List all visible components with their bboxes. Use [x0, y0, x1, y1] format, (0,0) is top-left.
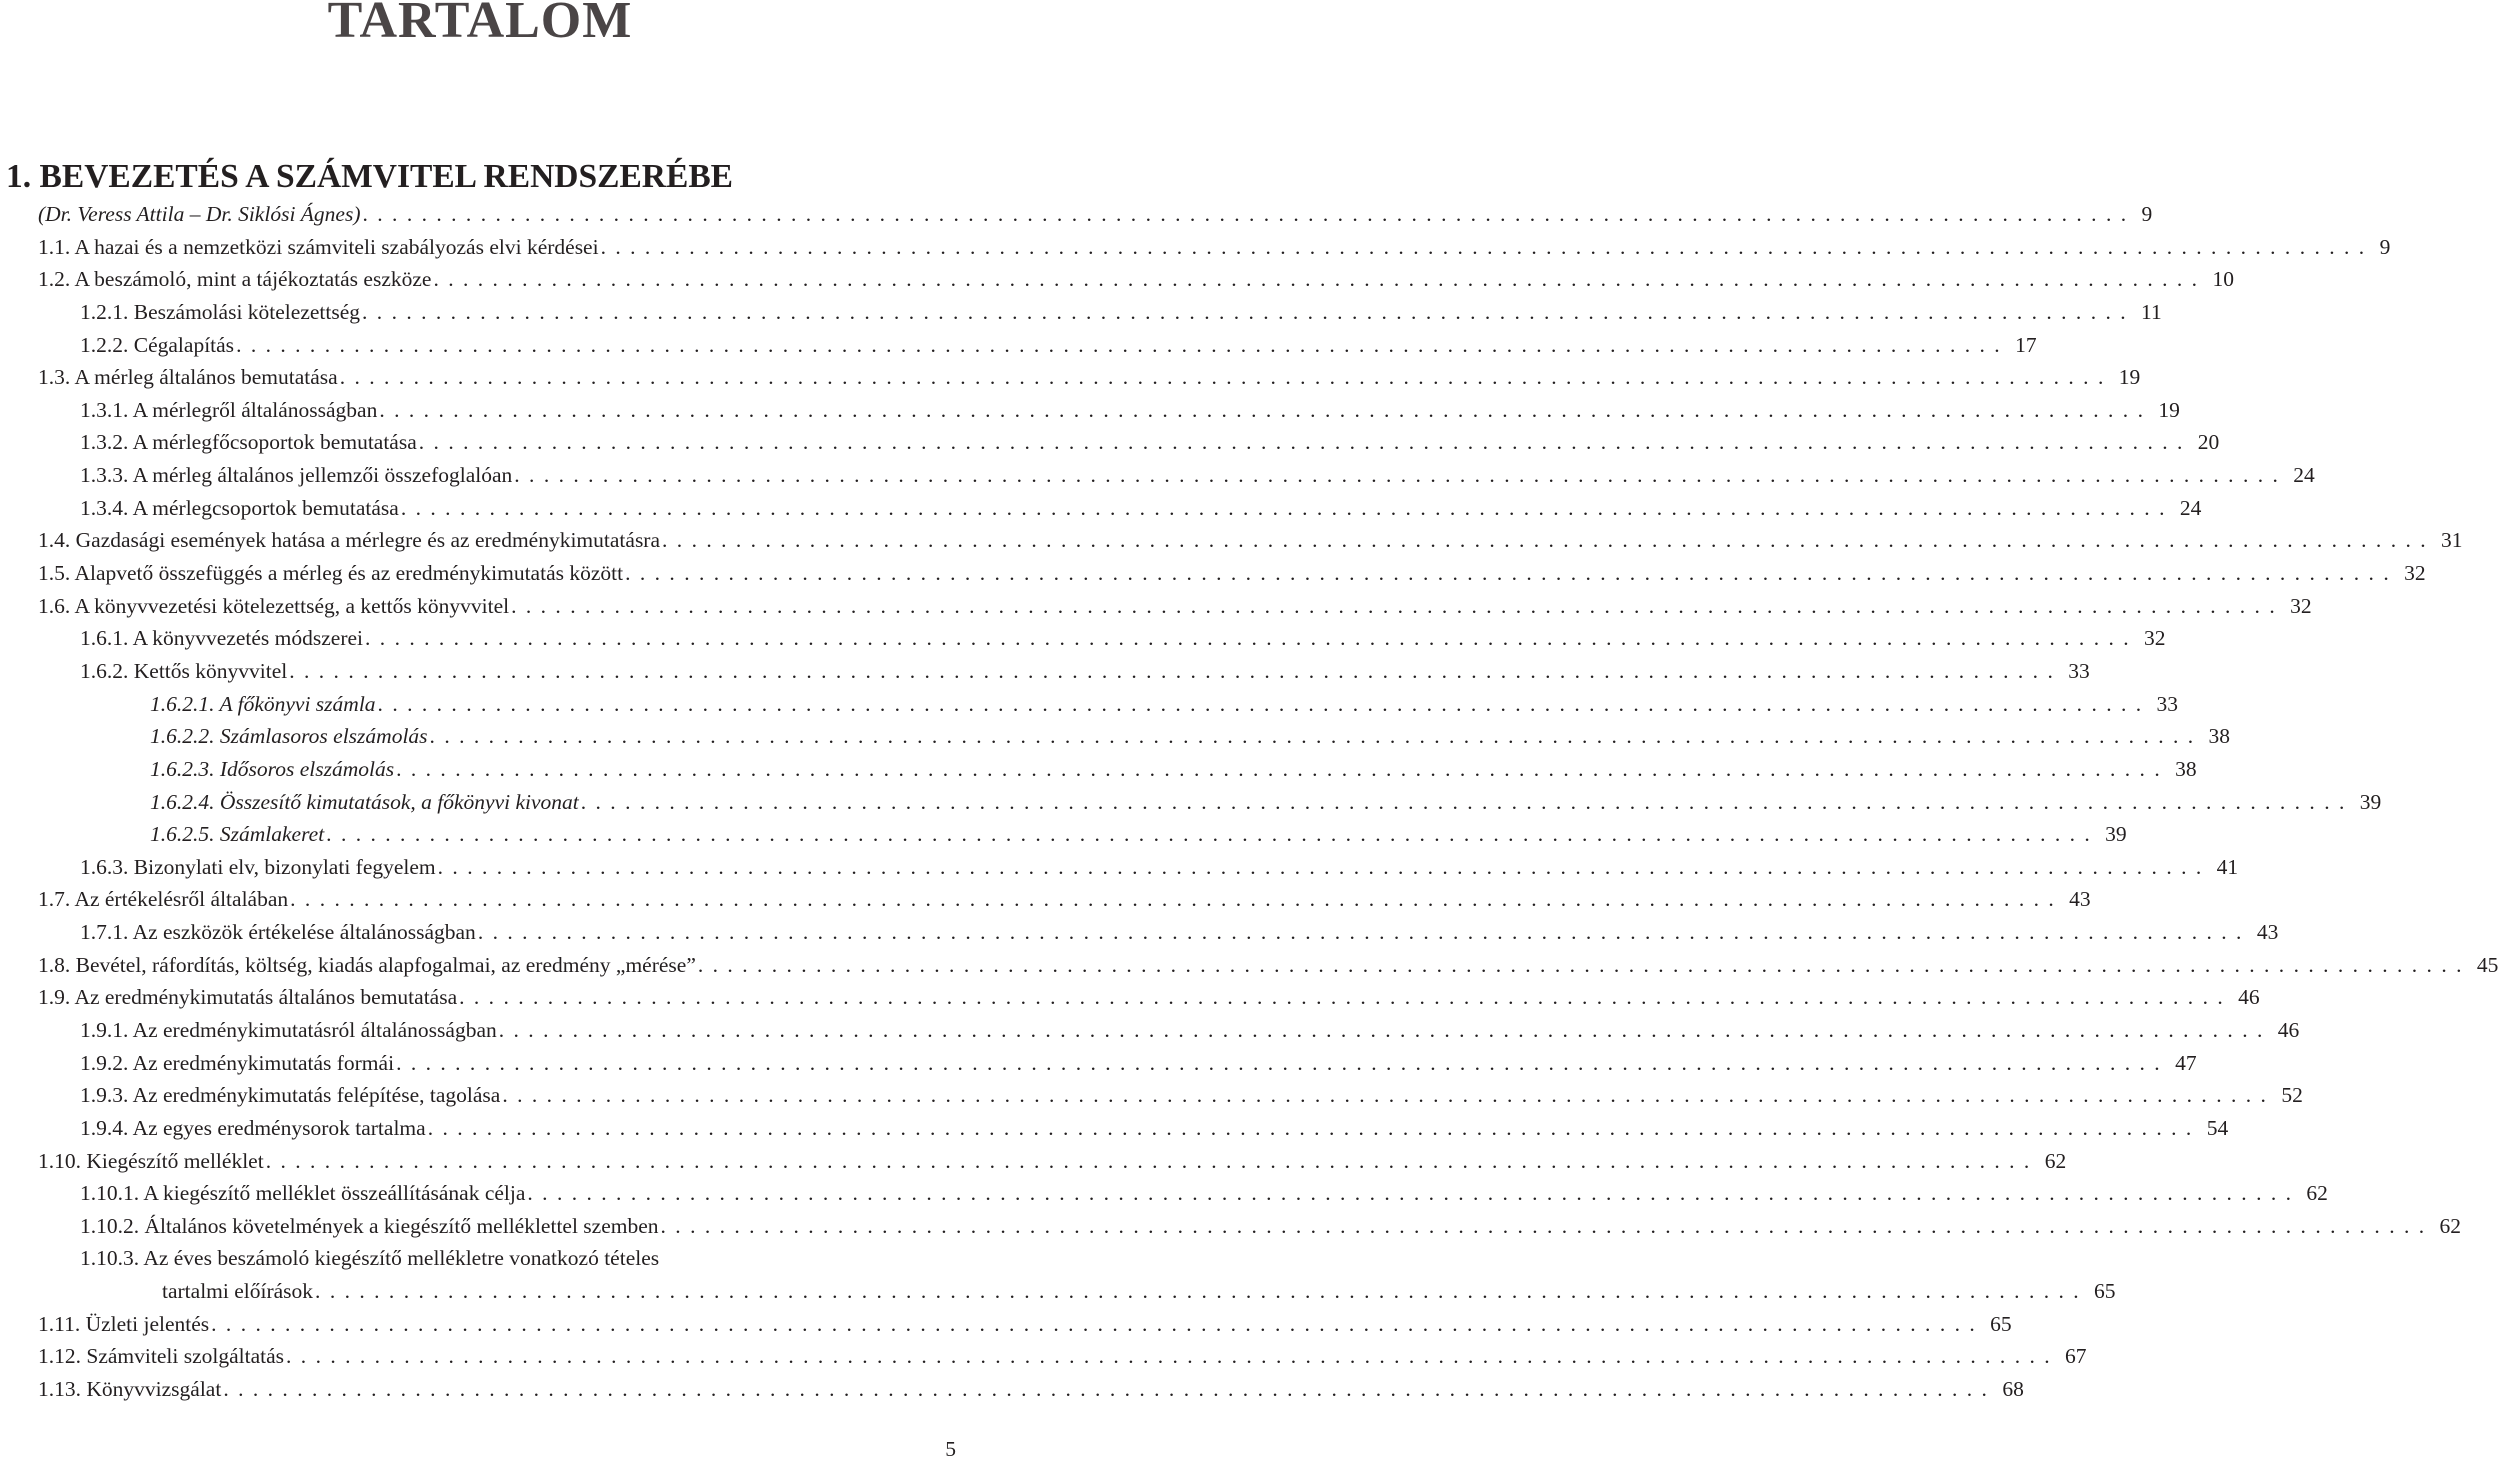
dot-leader: ........................................................................................................................ [396, 1050, 2170, 1075]
dot-leader: ........................................................................................................................ [236, 332, 2010, 357]
toc-entry-page: 54 [2206, 1115, 2229, 1140]
dot-leader: ........................................................................................................................ [477, 920, 2251, 945]
toc-entry-label: 1.9.2. Az eredménykimutatás formái [80, 1050, 395, 1075]
toc-entry-page: 62 [2306, 1181, 2328, 1206]
dot-leader: ........................................................................................................................ [265, 1148, 2039, 1173]
toc-entry-page: 65 [1990, 1311, 2012, 1336]
toc-entry-label: 1.6.2. Kettős könyvvitel [80, 658, 288, 683]
dot-leader: ........................................................................................................................ [502, 1083, 2276, 1108]
toc-entry-page: 46 [2238, 985, 2260, 1010]
toc-entry-label: 1.7.1. Az eszközök értékelése általánosságban [80, 920, 476, 945]
toc-entry[interactable] [0, 1242, 955, 1274]
toc-entry-page: 33 [2156, 691, 2179, 716]
toc-entry-label: 1.6.2.5. Számlakeret [150, 822, 325, 847]
toc-entry-page: 68 [2002, 1377, 2024, 1402]
toc-entry[interactable] [0, 459, 2315, 491]
toc-entry[interactable] [0, 1275, 2116, 1307]
dot-leader: ........................................................................................................................ [580, 789, 2354, 814]
dot-leader: ........................................................................................................................ [527, 1181, 2301, 1206]
toc-entry-label: 1.9. Az eredménykimutatás általános bemutatása [38, 985, 458, 1010]
toc-entry-label: 1.4. Gazdasági események hatása a mérlegre és az eredménykimutatásra [38, 528, 661, 553]
toc-entry[interactable] [0, 851, 2239, 883]
dot-leader: ........................................................................................................................ [400, 495, 2174, 520]
page-number: 5 [945, 1437, 956, 1461]
toc-entry-page: 32 [2404, 561, 2426, 586]
toc-entry-label: 1.3.2. A mérlegfőcsoportok bemutatása [80, 430, 417, 455]
dot-leader: ........................................................................................................................ [660, 1213, 2434, 1238]
dot-leader: ........................................................................................................................ [362, 202, 2136, 226]
toc-entry[interactable] [0, 753, 2197, 785]
toc-entry-label: 1.7. Az értékelésről általában [38, 887, 289, 912]
toc-entry-page: 62 [2439, 1213, 2462, 1238]
toc-entry-label: 1.1. A hazai és a nemzetközi számviteli szabályozás elvi kérdései [38, 234, 599, 259]
toc-entry-label: 1.2.2. Cégalapítás [80, 332, 235, 357]
toc-entry-label: 1.3. A mérleg általános bemutatása [38, 365, 338, 390]
chapter-title: 1. BEVEZETÉS A SZÁMVITEL RENDSZERÉBE [6, 158, 734, 195]
toc-entry[interactable] [0, 1308, 2012, 1340]
dot-leader: ........................................................................................................................ [339, 365, 2113, 390]
dot-leader: ........................................................................................................................ [437, 854, 2211, 879]
toc-entry[interactable] [0, 590, 2312, 622]
toc-entry-page: 10 [2212, 267, 2234, 292]
toc-entry-label: 1.10.2. Általános követelmények a kiegészítő melléklettel szemben [80, 1213, 659, 1238]
dot-leader: ........................................................................................................................ [211, 1311, 1985, 1336]
toc-entry-page: 38 [2208, 724, 2231, 749]
toc-entry[interactable] [0, 622, 2166, 654]
toc-entry-page: 9 [2379, 234, 2391, 259]
toc-entry[interactable] [0, 329, 2037, 361]
toc-entry-page: 17 [2015, 332, 2037, 357]
toc-entry-label: 1.5. Alapvető összefüggés a mérleg és az eredménykimutatás között [38, 561, 624, 586]
toc-entry-page: 67 [2065, 1344, 2087, 1369]
dot-leader: ........................................................................................................................ [514, 463, 2288, 488]
toc-entry[interactable] [0, 883, 2091, 915]
toc-entry[interactable] [0, 916, 2279, 948]
toc-entry-label: 1.9.4. Az egyes eredménysorok tartalma [80, 1115, 426, 1140]
toc-entry-label: 1.10.1. A kiegészítő melléklet összeállításának célja [80, 1181, 526, 1206]
toc-entry[interactable] [0, 1112, 2229, 1144]
dot-leader: ........................................................................................................................ [365, 626, 2139, 651]
toc-entry-label: 1.6.1. A könyvvezetés módszerei [80, 626, 364, 651]
toc-entry-label: 1.9.3. Az eredménykimutatás felépítése, tagolása [80, 1083, 501, 1108]
toc-entry-page: 32 [2290, 593, 2312, 618]
toc-entry[interactable] [0, 720, 2231, 752]
dot-leader: ........................................................................................................................ [498, 1018, 2272, 1042]
dot-leader: ........................................................................................................................ [600, 234, 2374, 259]
toc-entry-page: 19 [2158, 397, 2180, 422]
dot-leader: ........................................................................................................................ [433, 267, 2207, 292]
toc-entry-label: 1.2.1. Beszámolási kötelezettség [80, 299, 361, 324]
toc-entry-label: 1.8. Bevétel, ráfordítás, költség, kiadás alapfogalmai, az eredmény „mérése” [38, 952, 696, 977]
toc-entry[interactable] [0, 688, 2179, 720]
dot-leader: ........................................................................................................................ [290, 887, 2064, 912]
toc-entry-page: 52 [2281, 1083, 2303, 1108]
toc-entry[interactable] [0, 263, 2234, 295]
toc-entry[interactable] [0, 361, 2141, 393]
dot-leader: ........................................................................................................................ [662, 528, 2436, 553]
toc-entry-label: 1.13. Könyvvizsgálat [38, 1377, 222, 1402]
toc-entry-label: (Dr. Veress Attila – Dr. Siklósi Ágnes) [38, 202, 361, 226]
toc-entry-label: 1.6.3. Bizonylati elv, bizonylati fegyelem [80, 854, 436, 879]
toc-entry-page: 19 [2118, 365, 2141, 390]
toc-entry-page: 20 [2197, 430, 2220, 455]
toc-entry[interactable] [0, 818, 2127, 850]
toc-entry-page: 45 [2476, 952, 2498, 977]
dot-leader: ........................................................................................................................ [362, 299, 2136, 324]
toc-entry-label: 1.3.3. A mérleg általános jellemzői összefoglalóan [80, 463, 513, 488]
toc-entry-page: 41 [2216, 854, 2239, 879]
toc-entry[interactable] [0, 1145, 2067, 1177]
dot-leader: ........................................................................................................................ [326, 822, 2100, 847]
toc-entry-page: 65 [2094, 1279, 2116, 1304]
dot-leader: ........................................................................................................................ [377, 691, 2151, 716]
toc-entry[interactable] [0, 231, 2391, 263]
toc-entry-page: 38 [2175, 756, 2197, 781]
toc-entry-page: 39 [2359, 789, 2382, 814]
toc-entry-label: 1.12. Számviteli szolgáltatás [38, 1344, 285, 1369]
toc-entry-page: 43 [2256, 920, 2279, 945]
toc-entry-label: 1.9.1. Az eredménykimutatásról általánosságban [80, 1018, 497, 1042]
toc-entry-page: 9 [2141, 202, 2153, 226]
dot-leader: ........................................................................................................................ [223, 1377, 1997, 1402]
toc-entry-page: 47 [2175, 1050, 2197, 1075]
toc-entry-label: 1.3.4. A mérlegcsoportok bemutatása [80, 495, 399, 520]
toc-entry[interactable] [0, 1210, 2462, 1242]
toc-entry[interactable] [0, 1079, 2303, 1111]
dot-leader: ........................................................................................................................ [459, 985, 2233, 1010]
toc-entry-page: 11 [2141, 299, 2162, 324]
dot-leader: ........................................................................................................................ [379, 397, 2153, 422]
toc-entry-page: 33 [2068, 658, 2090, 683]
toc-entry-label: 1.3.1. A mérlegről általánosságban [80, 397, 378, 422]
toc-entry[interactable] [0, 1014, 2300, 1046]
toc-entry[interactable] [0, 1373, 2024, 1405]
dot-leader: ........................................................................................................................ [396, 756, 2170, 781]
toc-entry[interactable] [0, 492, 2202, 524]
dot-leader: ........................................................................................................................ [625, 561, 2399, 586]
toc-entry-label: 1.11. Üzleti jelentés [38, 1311, 210, 1336]
toc-entry[interactable] [0, 1177, 2328, 1209]
toc-entry[interactable] [0, 1340, 2087, 1372]
dot-leader: ........................................................................................................................ [427, 1115, 2201, 1140]
toc-entry[interactable] [0, 1047, 2197, 1079]
toc-entry-page: 31 [2441, 528, 2463, 553]
toc-entry[interactable] [0, 786, 2382, 818]
toc-entry-label: 1.6. A könyvvezetési kötelezettség, a kettős könyvvitel [38, 593, 510, 618]
toc-entry[interactable] [0, 557, 2426, 589]
toc-entry-page: 32 [2144, 626, 2166, 651]
toc-entry-label: 1.6.2.1. A főkönyvi számla [150, 691, 376, 716]
toc-entry[interactable] [0, 949, 2498, 981]
dot-leader: ........................................................................................................................ [418, 430, 2192, 455]
toc-entry[interactable] [0, 981, 2260, 1013]
toc-entry-label: 1.10. Kiegészítő melléklet [38, 1148, 264, 1173]
page-title: TARTALOM [327, 0, 633, 49]
toc-entry-page: 39 [2105, 822, 2127, 847]
toc-entry[interactable] [0, 296, 2162, 328]
dot-leader: ........................................................................................................................ [697, 952, 2471, 977]
toc-entry-page: 46 [2277, 1018, 2300, 1042]
toc-entry[interactable] [0, 198, 2153, 230]
toc-entry-page: 62 [2044, 1148, 2067, 1173]
toc-entry-label: 1.10.3. Az éves beszámoló kiegészítő mellékletre vonatkozó tételes [80, 1246, 660, 1271]
toc-entry[interactable] [0, 394, 2180, 426]
toc-entry-label: 1.6.2.2. Számlasoros elszámolás [150, 724, 428, 749]
toc-entry-label: tartalmi előírások [162, 1279, 314, 1304]
dot-leader: ........................................................................................................................ [315, 1279, 2089, 1304]
toc-entry-label: 1.6.2.3. Idősoros elszámolás [150, 756, 395, 781]
toc-entry-label: 1.2. A beszámoló, mint a tájékoztatás eszköze [38, 267, 432, 292]
dot-leader: ........................................................................................................................ [286, 1344, 2060, 1369]
toc-entry-page: 43 [2069, 887, 2091, 912]
dot-leader: ........................................................................................................................ [429, 724, 2203, 749]
toc-entry-label: 1.6.2.4. Összesítő kimutatások, a főkönyvi kivonat [150, 789, 579, 814]
dot-leader: ........................................................................................................................ [289, 658, 2063, 683]
toc-entry[interactable] [0, 426, 2220, 458]
dot-leader: ........................................................................................................................ [511, 593, 2285, 618]
toc-entry[interactable] [0, 524, 2463, 556]
toc-entry-page: 24 [2179, 495, 2202, 520]
toc-entry-page: 24 [2293, 463, 2315, 488]
toc-entry[interactable] [0, 655, 2090, 687]
